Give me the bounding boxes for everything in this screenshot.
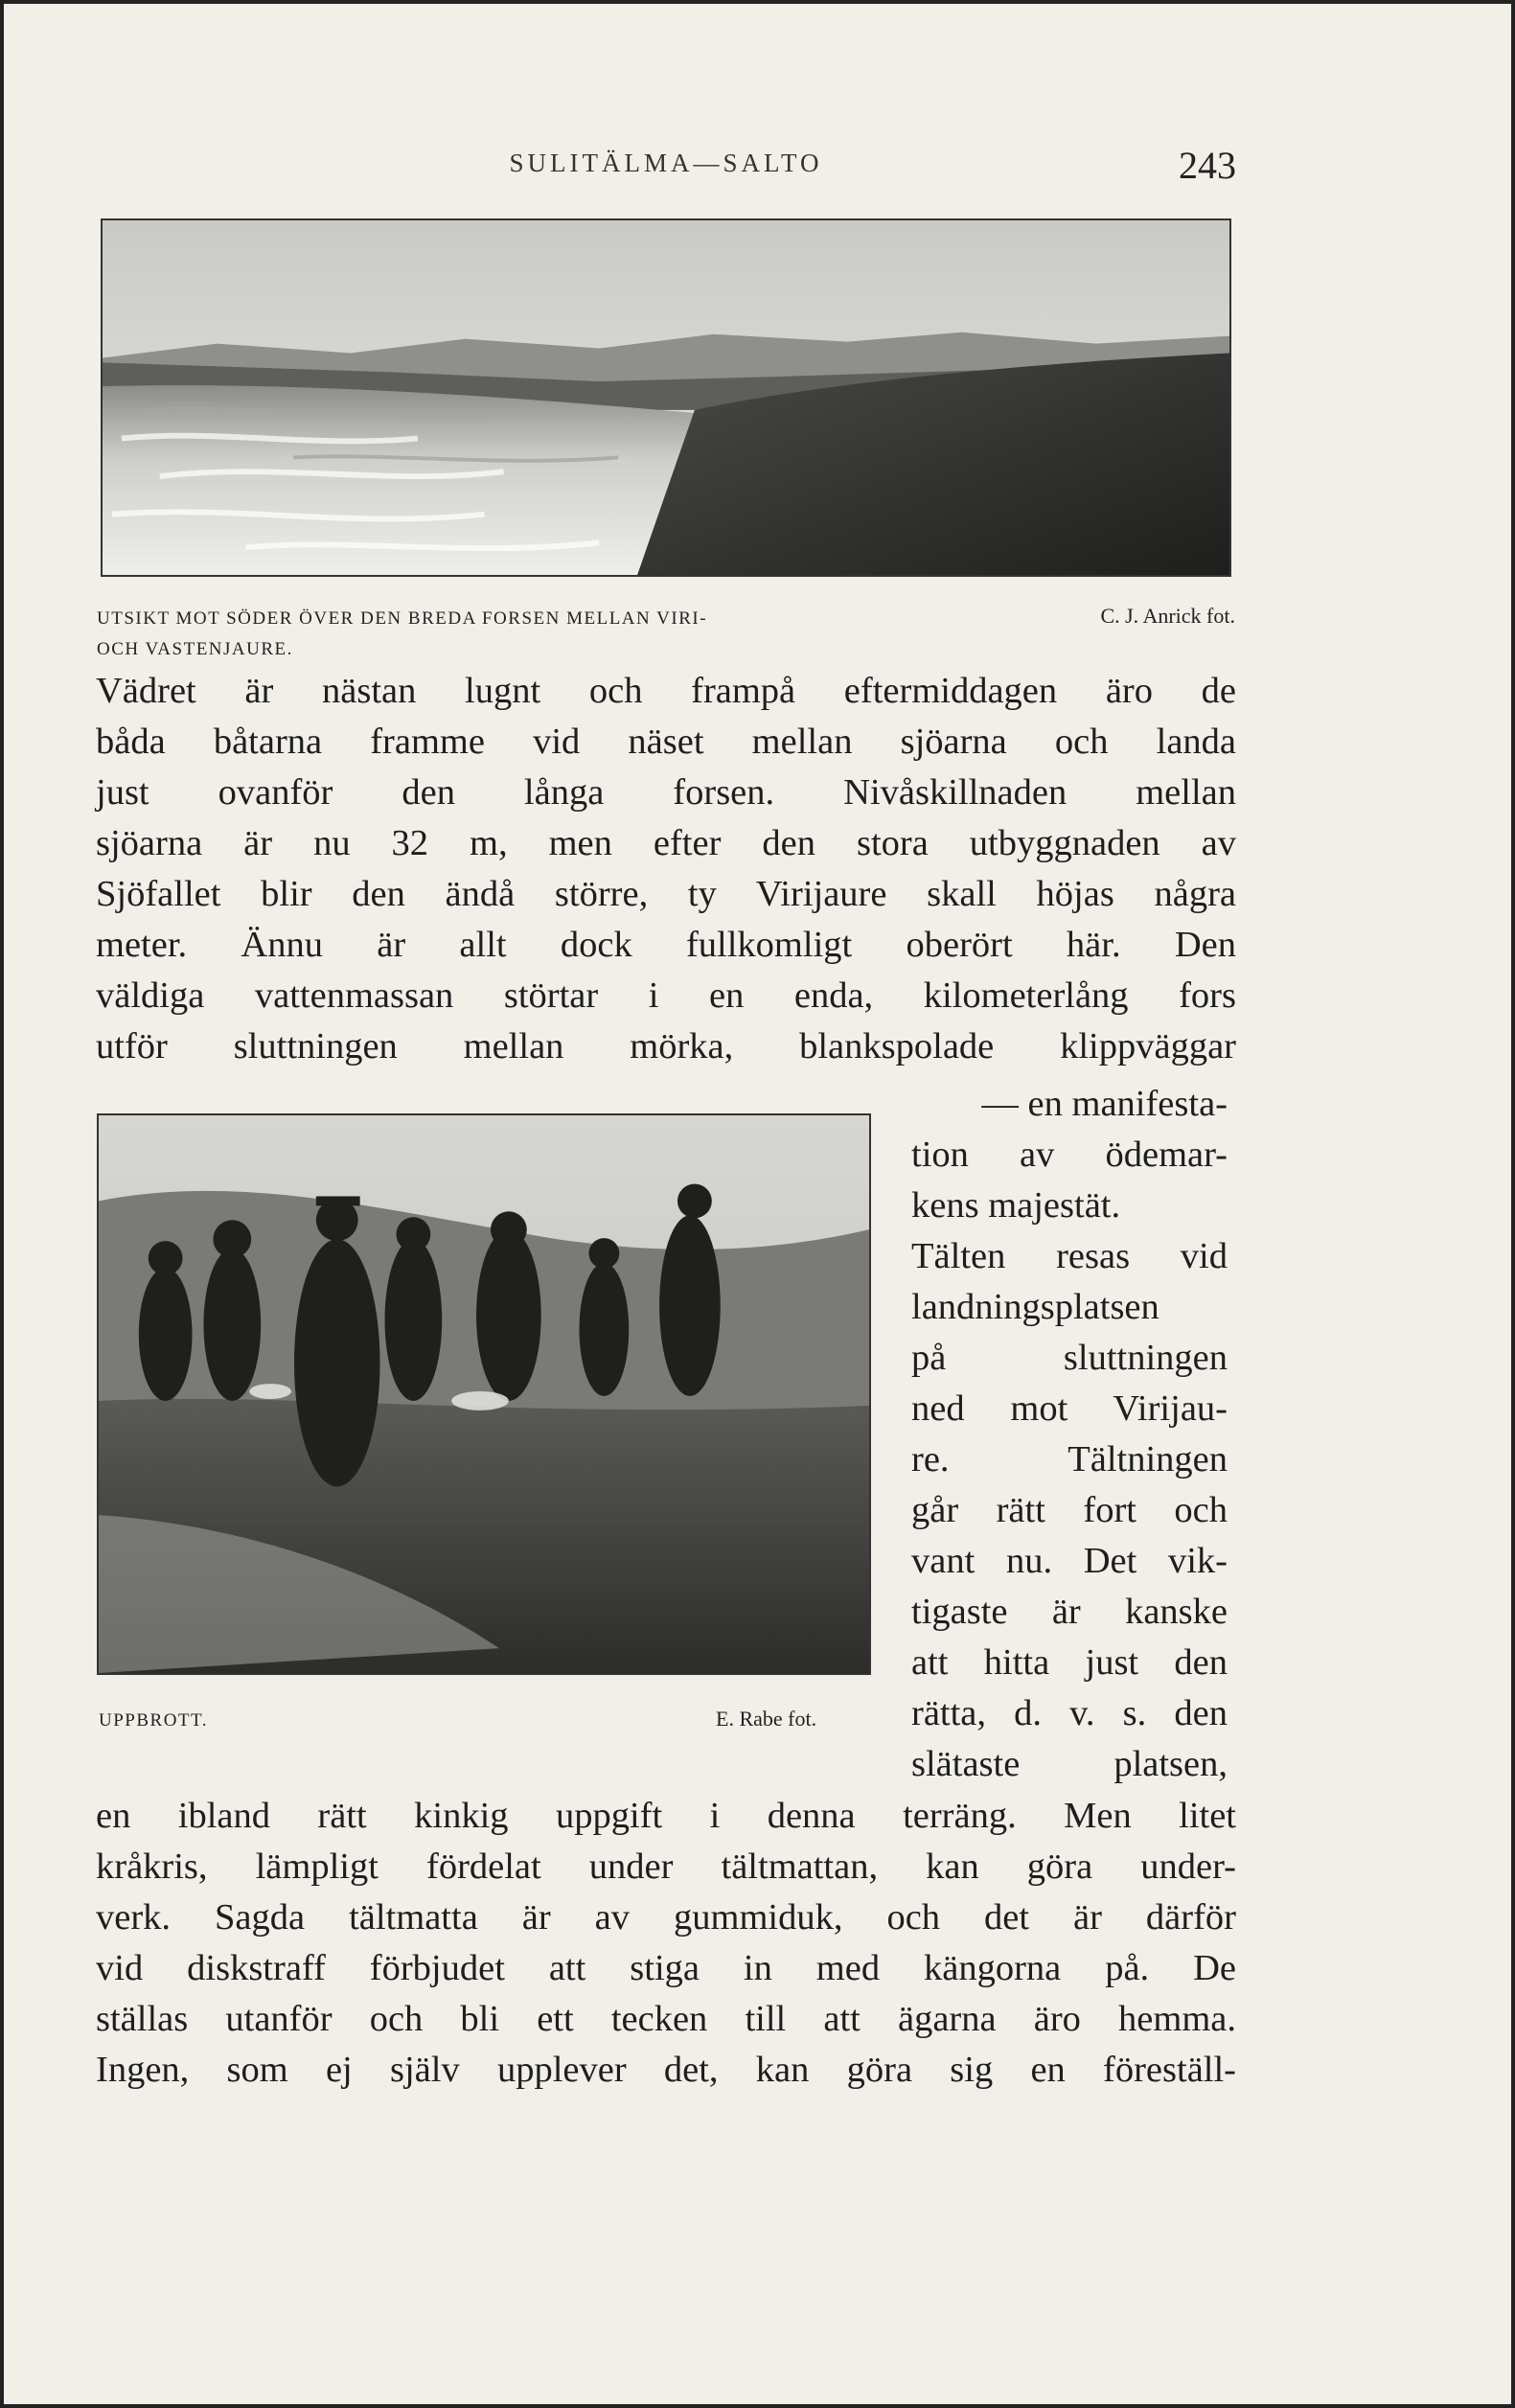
text-line: verk. Sagda tältmatta är av gummiduk, och det är därför — [96, 1897, 1236, 1938]
text-line: väldiga vattenmassan störtar i en enda, kilometerlång fors — [96, 975, 1236, 1016]
text-line: utför sluttningen mellan mörka, blankspolade klippväggar — [96, 1026, 1236, 1066]
page-number: 243 — [1179, 144, 1236, 187]
text-line: båda båtarna framme vid näset mellan sjöarna och landa — [96, 722, 1236, 762]
top-figure-credit: C. J. Anrick fot. — [1100, 604, 1235, 628]
text-line: — en manifesta- — [981, 1084, 1228, 1124]
text-line: kråkris, lämpligt fördelat under tältmattan, kan göra under- — [96, 1846, 1236, 1887]
paragraph-3 — [96, 1791, 1236, 2096]
text-line: rätta, d. v. s. den — [911, 1693, 1228, 1733]
text-line: re. Tältningen — [911, 1439, 1228, 1479]
text-line: meter. Ännu är allt dock fullkomligt oberört här. Den — [96, 925, 1236, 965]
text-line: Vädret är nästan lugnt och frampå eftermiddagen äro de — [96, 671, 1236, 711]
text-line: att hitta just den — [911, 1642, 1228, 1683]
text-line: sjöarna är nu 32 m, men efter den stora utbyggnaden av — [96, 823, 1236, 863]
waterfall-photo — [101, 218, 1231, 577]
camp-photo — [97, 1113, 871, 1675]
text-line: går rätt fort och — [911, 1490, 1228, 1530]
text-line: på sluttningen — [911, 1338, 1228, 1378]
text-line: en ibland rätt kinkig uppgift i denna terräng. Men litet — [96, 1796, 1236, 1836]
side-column-text — [911, 1079, 1228, 1790]
text-line: tion av ödemar- — [911, 1135, 1228, 1175]
text-line: ned mot Virijau- — [911, 1388, 1228, 1429]
text-line: tigaste är kanske — [911, 1592, 1228, 1632]
text-line: landningsplatsen — [911, 1287, 1159, 1327]
text-line: slätaste platsen, — [911, 1744, 1228, 1784]
text-line: kens majestät. — [911, 1185, 1121, 1226]
text-line: vid diskstraff förbjudet att stiga in med kängorna på. De — [96, 1948, 1236, 1988]
top-caption-line1: UTSIKT MOT SÖDER ÖVER DEN BREDA FORSEN MELLAN VIRI- — [97, 608, 708, 629]
middle-figure-caption: UPPBROTT. — [99, 1710, 208, 1731]
top-figure-caption — [97, 604, 959, 665]
running-head — [96, 144, 1236, 196]
text-line: just ovanför den långa forsen. Nivåskillnaden mellan — [96, 772, 1236, 813]
camp-photo-image — [99, 1115, 869, 1673]
text-line: Sjöfallet blir den ändå större, ty Virijaure skall höjas några — [96, 874, 1236, 914]
waterfall-photo-image — [103, 220, 1229, 575]
text-line: Tälten resas vid — [911, 1236, 1228, 1276]
running-title: SULITÄLMA—SALTO — [509, 149, 823, 177]
paragraph-1 — [96, 666, 1236, 1072]
top-caption-line2: OCH VASTENJAURE. — [97, 639, 293, 659]
middle-figure-credit: E. Rabe fot. — [716, 1707, 817, 1731]
text-line: Ingen, som ej själv upplever det, kan göra sig en föreställ- — [96, 2050, 1236, 2090]
text-line: ställas utanför och bli ett tecken till att ägarna äro hemma. — [96, 1999, 1236, 2039]
text-line: vant nu. Det vik- — [911, 1541, 1228, 1581]
